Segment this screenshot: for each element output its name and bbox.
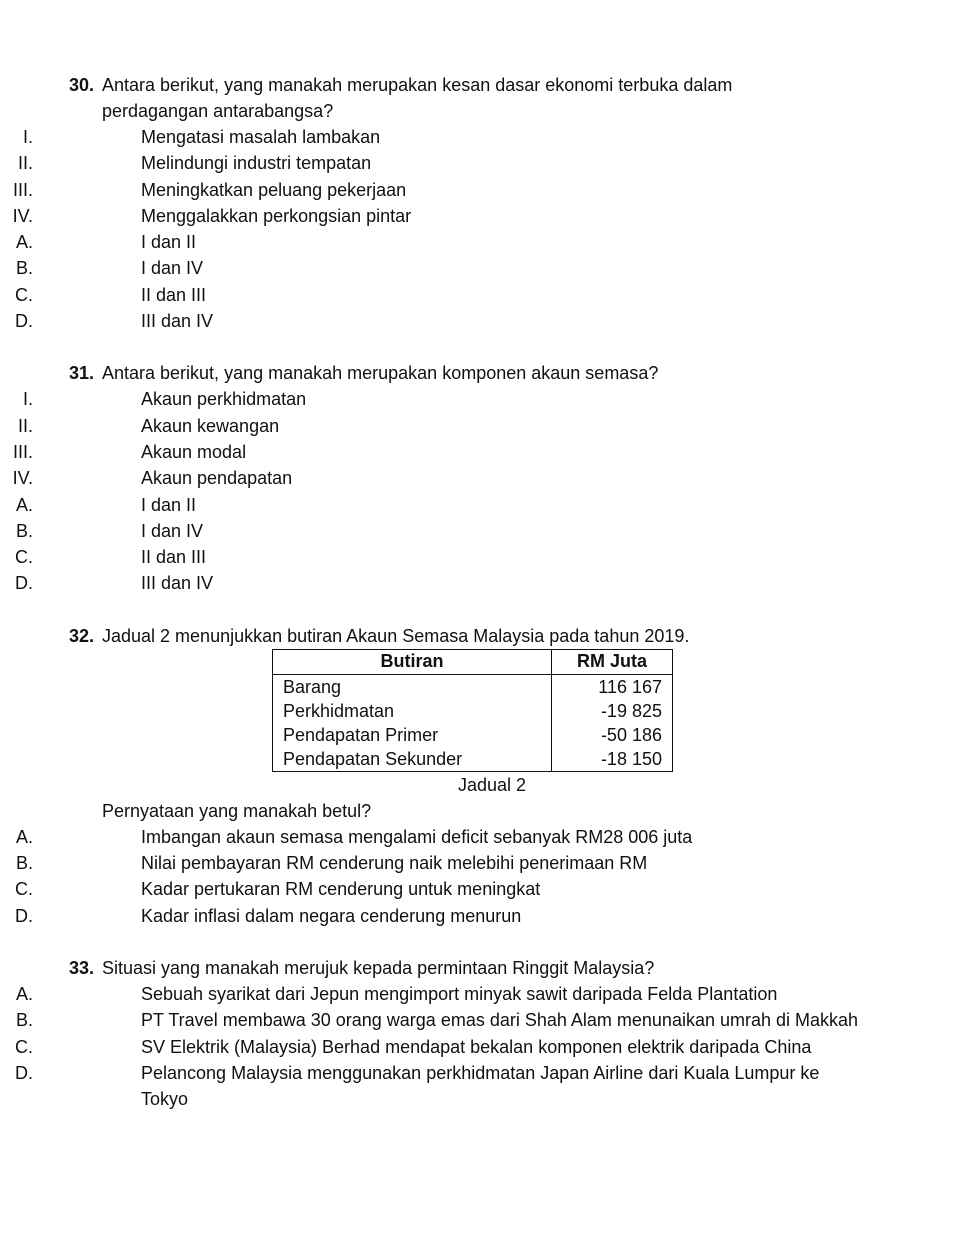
question-text: Jadual 2 menunjukkan butiran Akaun Semasa Malaysia pada tahun 2019. — [102, 625, 690, 646]
option-mark: A. — [15, 826, 33, 847]
table-cell: Pendapatan Primer — [273, 723, 552, 747]
table-row — [273, 699, 673, 723]
question-number: 30. — [69, 75, 95, 95]
option-text: II dan III — [141, 284, 207, 305]
option-b[interactable] — [0, 518, 871, 544]
statement-item — [0, 413, 871, 439]
statement-mark: IV. — [12, 205, 33, 226]
statement-text: Menggalakkan perkongsian pintar — [141, 205, 412, 226]
statement-text: Mengatasi masalah lambakan — [141, 127, 381, 147]
table-caption: Jadual 2 — [457, 774, 527, 795]
option-text: I dan IV — [141, 258, 204, 279]
option-mark: C. — [15, 1036, 33, 1057]
table-cell: Pendapatan Sekunder — [273, 747, 552, 772]
option-c[interactable] — [0, 544, 871, 570]
question-prompt: Pernyataan yang manakah betul? — [102, 800, 372, 821]
statement-item — [0, 203, 871, 229]
option-text: Kadar pertukaran RM cenderung untuk meningkat — [141, 879, 541, 900]
statement-text: Akaun kewangan — [141, 415, 280, 436]
option-text: I dan IV — [141, 520, 204, 541]
table-cell: Perkhidmatan — [273, 699, 552, 723]
question-text: Antara berikut, yang manakah merupakan komponen akaun semasa? — [102, 363, 659, 384]
question-number: 32. — [69, 625, 95, 646]
option-a[interactable] — [0, 981, 871, 1007]
option-list — [0, 492, 966, 597]
statement-text: Akaun pendapatan — [141, 468, 293, 489]
option-mark: B. — [15, 520, 33, 541]
option-mark: D. — [15, 905, 33, 926]
option-d[interactable] — [0, 570, 871, 596]
option-a[interactable] — [0, 229, 871, 255]
spacer — [0, 929, 966, 955]
option-text: I dan II — [141, 494, 197, 515]
option-mark: A. — [15, 983, 33, 1004]
option-text: PT Travel membawa 30 orang warga emas dari Shah Alam menunaikan umrah di Makkah — [141, 1010, 859, 1031]
option-text: I dan II — [141, 232, 197, 253]
exam-page — [0, 72, 966, 1112]
statement-list — [0, 124, 966, 229]
option-b[interactable] — [0, 1007, 871, 1033]
statement-mark: III. — [12, 441, 33, 462]
statement-mark: II. — [17, 153, 33, 174]
option-d[interactable] — [0, 308, 871, 334]
statement-text: Akaun perkhidmatan — [141, 389, 307, 410]
table-header: Butiran — [273, 649, 552, 674]
question-text: Situasi yang manakah merujuk kepada permintaan Ringgit Malaysia? — [102, 957, 655, 978]
table-row — [273, 747, 673, 772]
spacer — [0, 597, 966, 623]
statement-item — [0, 465, 871, 491]
statement-item — [0, 177, 871, 203]
statement-mark: III. — [12, 179, 33, 200]
statement-item — [0, 124, 871, 150]
option-list — [0, 229, 966, 334]
question-30 — [0, 72, 966, 334]
option-a[interactable] — [0, 492, 871, 518]
option-mark: B. — [15, 853, 33, 874]
option-mark: D. — [15, 573, 33, 594]
table-cell: Barang — [273, 674, 552, 699]
table-header: RM Juta — [552, 649, 673, 674]
option-text: III dan IV — [141, 311, 214, 332]
statement-mark: I. — [22, 127, 33, 147]
option-c[interactable] — [0, 876, 871, 902]
option-b[interactable] — [0, 850, 871, 876]
option-mark: A. — [15, 494, 33, 515]
option-c[interactable] — [0, 282, 871, 308]
option-d[interactable] — [0, 903, 871, 929]
option-mark: C. — [15, 879, 33, 900]
option-list — [0, 824, 966, 929]
option-text: Kadar inflasi dalam negara cenderung menurun — [141, 905, 522, 926]
option-list — [0, 981, 966, 1112]
table-header-row — [273, 649, 673, 674]
statement-item — [0, 386, 871, 412]
question-text: Antara berikut, yang manakah merupakan kesan dasar ekonomi terbuka dalam perdagangan antarabangsa? — [102, 75, 733, 121]
option-c[interactable] — [0, 1034, 871, 1060]
question-31-stem — [0, 360, 802, 386]
option-text: Pelancong Malaysia menggunakan perkhidmatan Japan Airline dari Kuala Lumpur ke Tokyo — [141, 1062, 820, 1110]
question-33-stem — [0, 955, 802, 981]
option-text: Sebuah syarikat dari Jepun mengimport minyak sawit daripada Felda Plantation — [141, 983, 778, 1004]
option-mark: B. — [15, 258, 33, 279]
option-b[interactable] — [0, 255, 871, 281]
statement-mark: I. — [22, 389, 33, 410]
statement-item — [0, 150, 871, 176]
option-a[interactable] — [0, 824, 871, 850]
question-31 — [0, 360, 966, 596]
table-cell: 116 167 — [552, 674, 673, 699]
option-mark: C. — [15, 547, 33, 568]
question-30-stem — [0, 72, 802, 124]
option-mark: B. — [15, 1010, 33, 1031]
statement-mark: IV. — [12, 468, 33, 489]
statement-text: Akaun modal — [141, 441, 247, 462]
statement-item — [0, 439, 871, 465]
option-text: III dan IV — [141, 573, 214, 594]
statement-text: Melindungi industri tempatan — [141, 153, 372, 174]
question-32-stem — [0, 623, 802, 649]
option-text: Nilai pembayaran RM cenderung naik melebihi penerimaan RM — [141, 853, 648, 874]
option-mark: C. — [15, 284, 33, 305]
option-text: Imbangan akaun semasa mengalami deficit sebanyak RM28 006 juta — [141, 826, 693, 847]
question-33 — [0, 955, 966, 1112]
option-mark: D. — [15, 311, 33, 332]
statement-list — [0, 386, 966, 491]
spacer — [0, 334, 966, 360]
statement-text: Meningkatkan peluang pekerjaan — [141, 179, 407, 200]
question-number: 33. — [69, 957, 95, 978]
option-text: II dan III — [141, 547, 207, 568]
option-d[interactable] — [0, 1060, 871, 1113]
table-row — [273, 674, 673, 699]
table-row — [273, 723, 673, 747]
option-mark: D. — [15, 1062, 33, 1083]
statement-mark: II. — [17, 415, 33, 436]
question-number: 31. — [69, 363, 95, 384]
option-text: SV Elektrik (Malaysia) Berhad mendapat bekalan komponen elektrik daripada China — [141, 1036, 812, 1057]
data-table — [272, 649, 673, 772]
option-mark: A. — [15, 232, 33, 253]
table-cell: -19 825 — [552, 699, 673, 723]
question-32 — [0, 623, 966, 929]
table-cell: -50 186 — [552, 723, 673, 747]
table-cell: -18 150 — [552, 747, 673, 772]
